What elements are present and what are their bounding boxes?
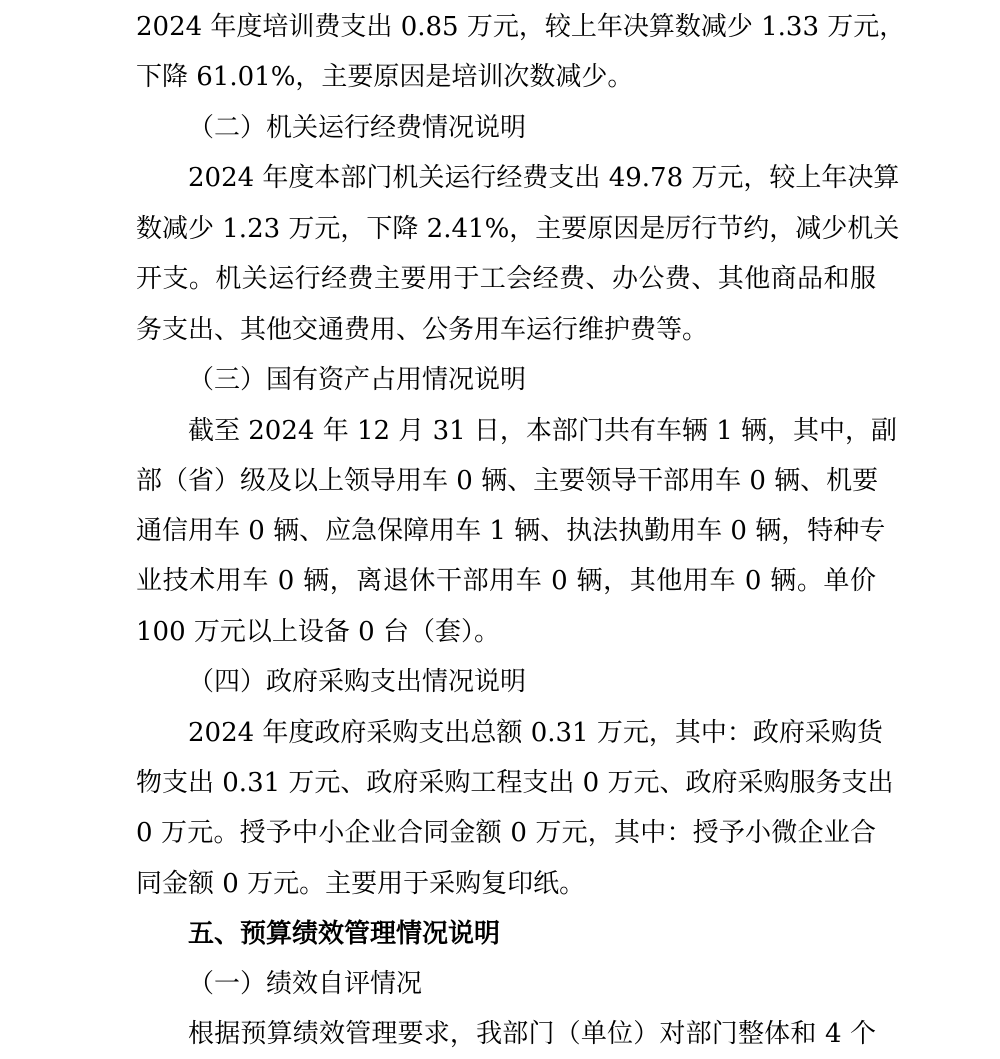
paragraph-line: 0 万元。授予中小企业合同金额 0 万元，其中：授予小微企业合 bbox=[136, 818, 876, 848]
paragraph-line: 同金额 0 万元。主要用于采购复印纸。 bbox=[136, 869, 586, 899]
paragraph-line: 根据预算绩效管理要求，我部门（单位）对部门整体和 4 个 bbox=[188, 1019, 876, 1049]
paragraph-line: 物支出 0.31 万元、政府采购工程支出 0 万元、政府采购服务支出 bbox=[136, 768, 894, 798]
paragraph-line: 业技术用车 0 辆，离退休干部用车 0 辆，其他用车 0 辆。单价 bbox=[136, 566, 876, 596]
paragraph-line: 数减少 1.23 万元，下降 2.41%，主要原因是厉行节约，减少机关 bbox=[136, 214, 900, 244]
paragraph-line: 2024 年度政府采购支出总额 0.31 万元，其中：政府采购货 bbox=[188, 718, 883, 748]
section-heading: （三）国有资产占用情况说明 bbox=[188, 365, 527, 395]
paragraph-line: 2024 年度培训费支出 0.85 万元，较上年决算数减少 1.33 万元， bbox=[136, 12, 906, 42]
paragraph-line: 100 万元以上设备 0 台（套）。 bbox=[136, 617, 500, 647]
paragraph-line: 务支出、其他交通费用、公务用车运行维护费等。 bbox=[136, 315, 709, 345]
chapter-heading: 五、预算绩效管理情况说明 bbox=[188, 919, 501, 949]
paragraph-line: 开支。机关运行经费主要用于工会经费、办公费、其他商品和服 bbox=[136, 264, 876, 294]
section-heading: （二）机关运行经费情况说明 bbox=[188, 113, 527, 143]
paragraph-line: 2024 年度本部门机关运行经费支出 49.78 万元，较上年决算 bbox=[188, 163, 900, 193]
paragraph-line: 部（省）级及以上领导用车 0 辆、主要领导干部用车 0 辆、机要 bbox=[136, 466, 879, 496]
paragraph-line: 下降 61.01%，主要原因是培训次数减少。 bbox=[136, 62, 634, 92]
paragraph-line: 通信用车 0 辆、应急保障用车 1 辆、执法执勤用车 0 辆，特种专 bbox=[136, 516, 886, 546]
paragraph-line: 截至 2024 年 12 月 31 日，本部门共有车辆 1 辆，其中，副 bbox=[188, 416, 897, 446]
section-heading: （四）政府采购支出情况说明 bbox=[188, 667, 527, 697]
section-heading: （一）绩效自评情况 bbox=[188, 969, 423, 999]
